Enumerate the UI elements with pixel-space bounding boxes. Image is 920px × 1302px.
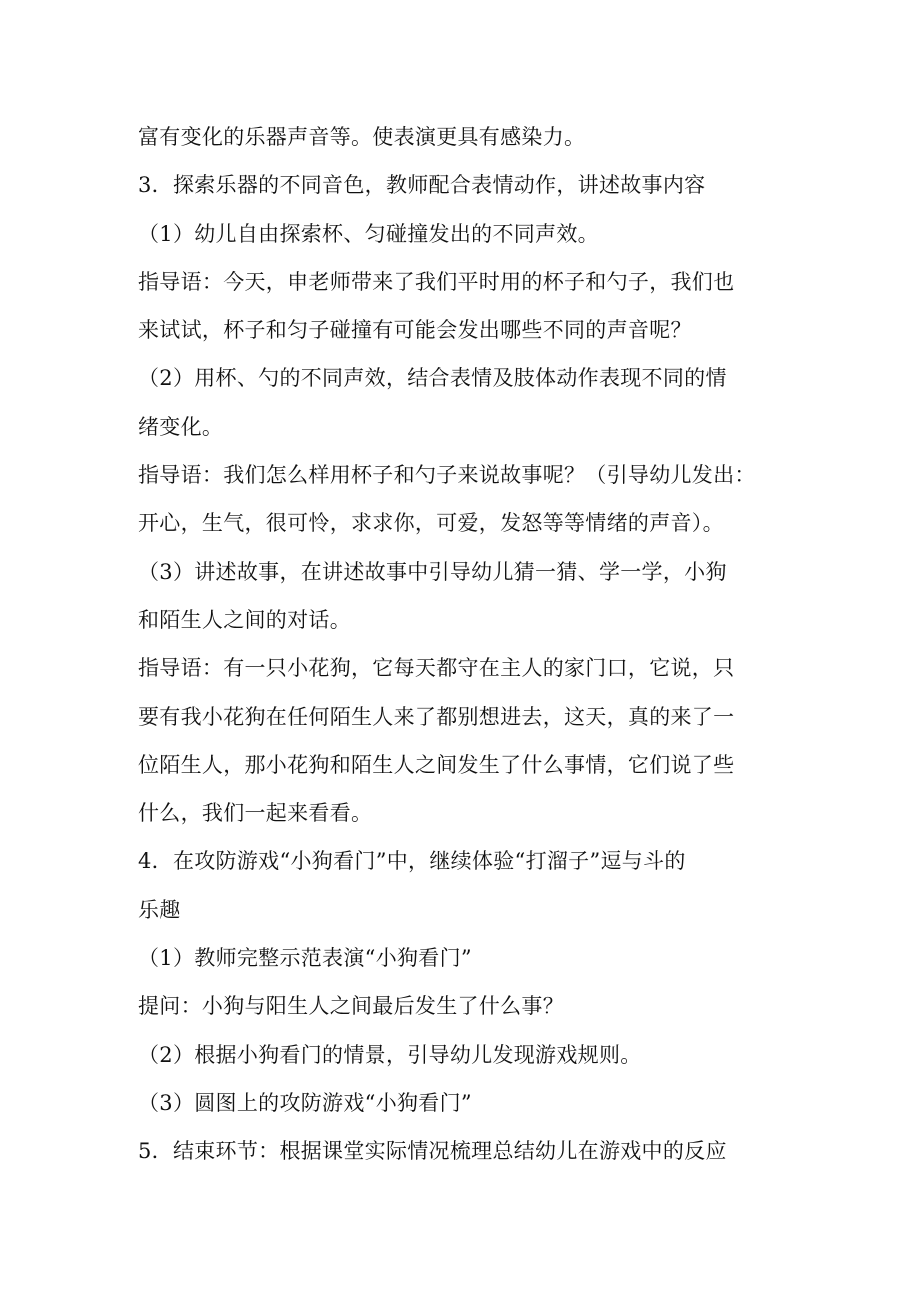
document-body (138, 113, 788, 1176)
paragraph-line: （3）圆图上的攻防游戏“小狗看门” (138, 1090, 472, 1115)
paragraph-line: （2）根据小狗看门的情景，引导幼儿发现游戏规则。 (138, 1042, 642, 1067)
paragraph-line: （2）用杯、勺的不同声效，结合表情及肢体动作表现不同的情 (138, 366, 727, 391)
paragraph-line: （1）教师完整示范表演“小狗看门” (138, 946, 472, 971)
paragraph-line: （3）讲述故事，在讲述故事中引导幼儿猜一猜、学一学，小狗 (138, 559, 727, 584)
section-heading-4: 4．在攻防游戏“小狗看门”中，继续体验“打溜子”逗与斗的 (138, 849, 686, 874)
section-heading-5: 5．结束环节：根据课堂实际情况梳理总结幼儿在游戏中的反应 (138, 1139, 727, 1164)
paragraph-line: 开心，生气，很可怜，求求你，可爱，发怒等等情绪的声音）。 (138, 511, 724, 536)
paragraph-line: 绪变化。 (138, 414, 224, 439)
paragraph-line: 指导语：有一只小花狗，它每天都守在主人的家门口，它说，只 (138, 656, 735, 681)
paragraph-line: 要有我小花狗在任何陌生人来了都别想进去，这天，真的来了一 (138, 704, 735, 729)
paragraph-line: 和陌生人之间的对话。 (138, 607, 351, 632)
paragraph-line: 位陌生人，那小花狗和陌生人之间发生了什么事情，它们说了些 (138, 752, 735, 777)
paragraph-line: 乐趣 (138, 897, 181, 922)
section-heading-3: 3．探索乐器的不同音色，教师配合表情动作，讲述故事内容 (138, 173, 706, 198)
paragraph-line: 什么，我们一起来看看。 (138, 801, 373, 826)
paragraph-line: 指导语：我们怎么样用杯子和勺子来说故事呢？（引导幼儿发出： (138, 463, 756, 488)
paragraph-line: （1）幼儿自由探索杯、匀碰撞发出的不同声效。 (138, 221, 599, 246)
paragraph-line: 指导语：今天，申老师带来了我们平时用的杯子和勺子，我们也 (138, 269, 735, 294)
paragraph-line: 富有变化的乐器声音等。使表演更具有感染力。 (138, 125, 586, 149)
paragraph-line: 提问：小狗与阳生人之间最后发生了什么事？ (138, 994, 564, 1019)
paragraph-line: 来试试，杯子和匀子碰撞有可能会发出哪些不同的声音呢？ (138, 318, 692, 343)
